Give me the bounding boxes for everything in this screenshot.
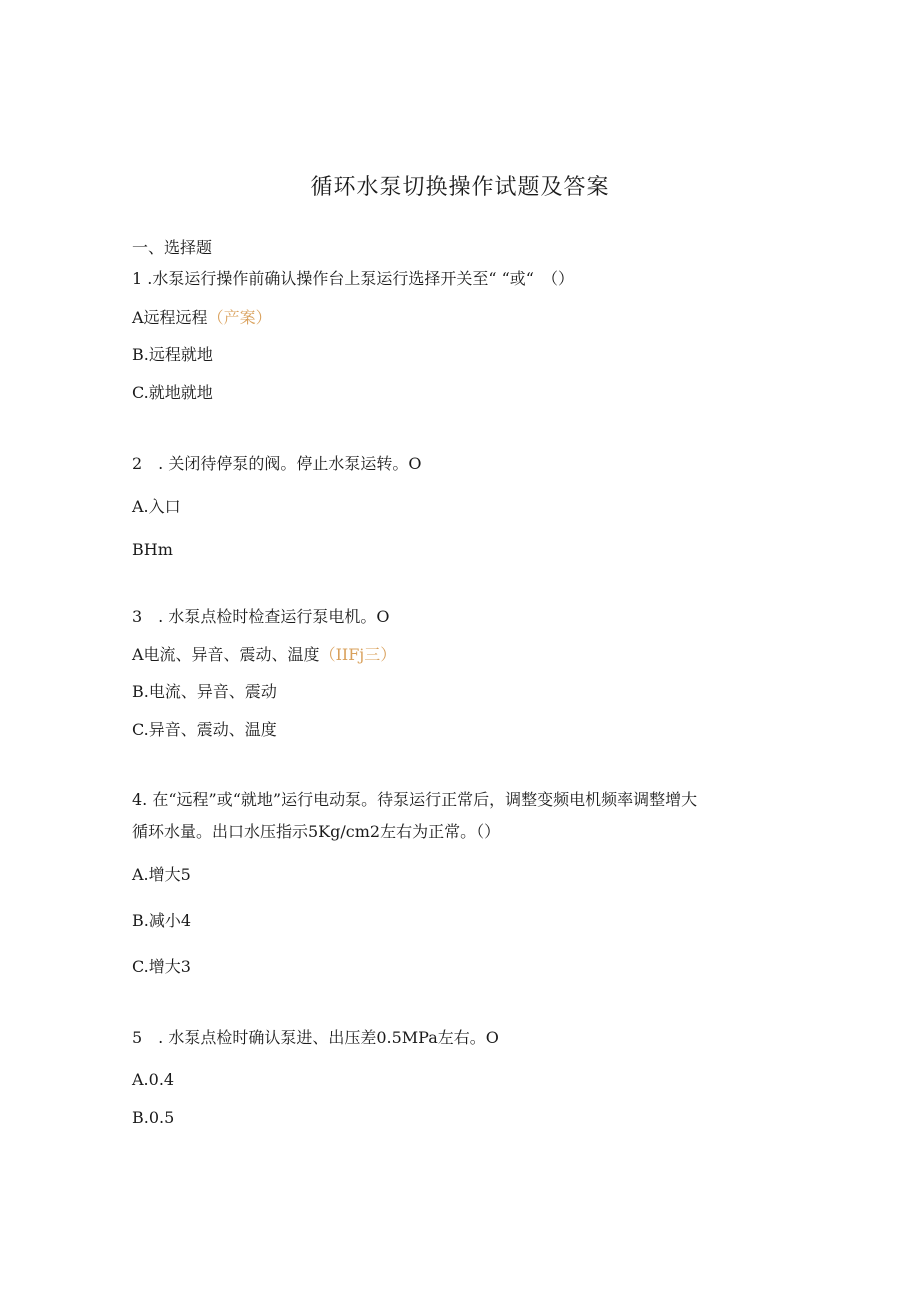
question-1: 1 .水泵运行操作前确认操作台上泵运行选择开关至“ “或“ （） [132, 269, 574, 288]
q4-option-c: C.增大3 [132, 957, 191, 976]
q2-option-b: BHm [132, 540, 173, 559]
q5-option-a: A.0.4 [132, 1070, 175, 1089]
question-4-line-2: 循环水量。出口水压指示5Kg∕cm2左右为正常。（） [132, 822, 501, 841]
q1-option-b: B.远程就地 [132, 345, 213, 364]
section-heading: 一、选择题 [132, 238, 213, 257]
page-title: 循环水泵切换操作试题及答案 [310, 175, 610, 200]
q3-option-c: C.异音、震动、温度 [132, 720, 277, 739]
q4-option-a: A.增大5 [132, 865, 191, 884]
question-4-line-1: 4. 在“远程”或“就地”运行电动泵。待泵运行正常后，调整变频电机频率调整增大 [132, 790, 698, 809]
question-5: 5 . 水泵点检时确认泵进、出压差0.5MPa左右。O [132, 1028, 499, 1047]
q1-option-c: C.就地就地 [132, 383, 213, 402]
q2-option-a: A.入口 [132, 497, 181, 516]
q4-option-b: B.减小4 [132, 911, 192, 930]
q1-option-a [132, 308, 272, 328]
q3-answer-mark: （IIFj三） [319, 645, 397, 664]
question-3: 3 . 水泵点检时检查运行泵电机。O [132, 607, 390, 626]
q5-option-b: B.0.5 [132, 1108, 175, 1127]
q3-option-b: B.电流、异音、震动 [132, 682, 277, 701]
q3-option-a [132, 645, 396, 665]
q3-option-a-text: A电流、异音、震动、温度 [132, 645, 320, 664]
q1-answer-mark: （产案） [207, 308, 272, 327]
question-2: 2 . 关闭待停泵的阀。停止水泵运转。O [132, 454, 422, 473]
q1-option-a-text: A远程远程 [132, 308, 208, 327]
